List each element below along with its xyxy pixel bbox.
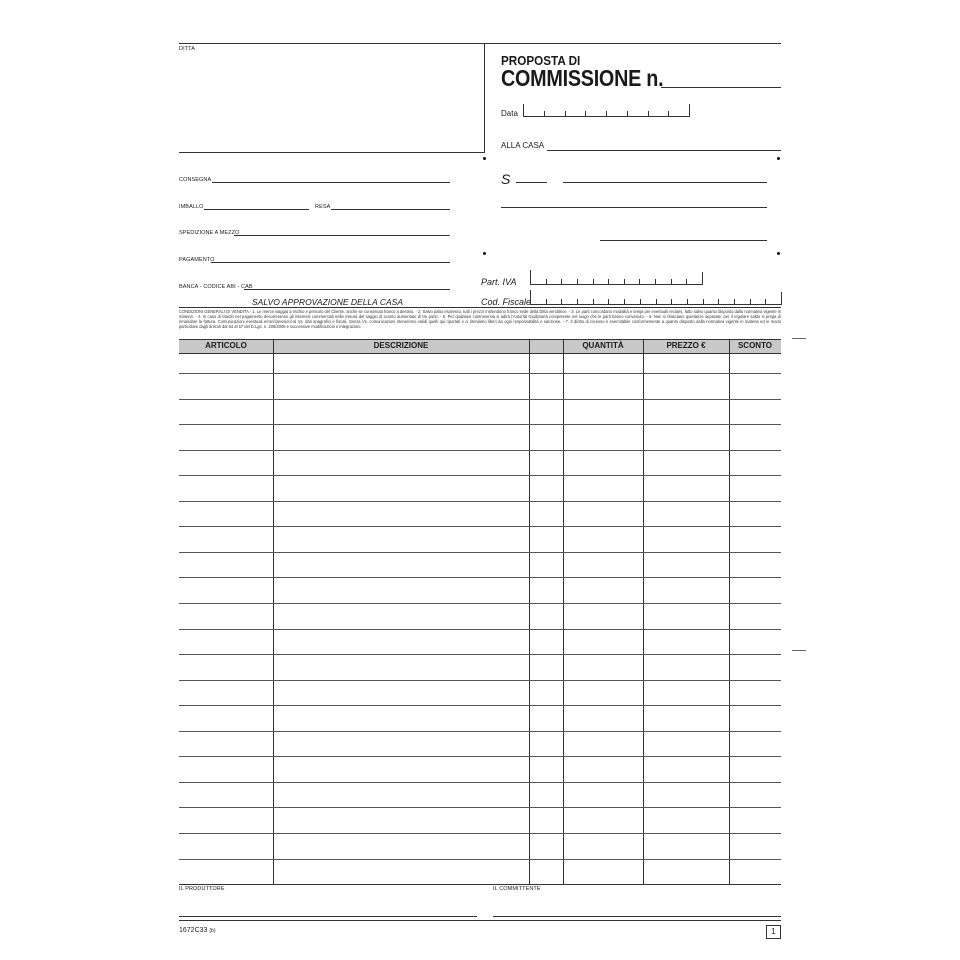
- col-articolo: ARTICOLO: [205, 341, 247, 350]
- corner-mark-icon: [483, 157, 486, 160]
- form-code-suffix: (b): [209, 928, 216, 934]
- table-row[interactable]: [179, 577, 781, 578]
- table-row[interactable]: [179, 501, 781, 502]
- table-row[interactable]: [179, 450, 781, 451]
- page-number: 1: [766, 925, 781, 939]
- footer-line: [179, 920, 781, 921]
- corner-mark-icon: [483, 252, 486, 255]
- codice-fiscale-field[interactable]: [530, 290, 782, 305]
- s-line-short[interactable]: [516, 182, 547, 183]
- address-line[interactable]: [501, 207, 767, 208]
- table-row[interactable]: [179, 654, 781, 655]
- produttore-signature-line[interactable]: [179, 916, 477, 917]
- pagamento-label: PAGAMENTO: [179, 257, 215, 263]
- city-line[interactable]: [600, 240, 767, 241]
- resa-label: RESA: [315, 204, 331, 210]
- table-row[interactable]: [179, 756, 781, 757]
- corner-mark-icon: [777, 252, 780, 255]
- s-line-long[interactable]: [563, 182, 767, 183]
- table-row[interactable]: [179, 731, 781, 732]
- table-row[interactable]: [179, 680, 781, 681]
- s-label: S: [501, 171, 511, 187]
- form-code: [179, 927, 216, 934]
- codice-fiscale-label: Cod. Fiscale: [481, 297, 532, 307]
- commissione-number-line: [661, 87, 781, 88]
- col-descrizione: DESCRIZIONE: [373, 341, 429, 350]
- table-row[interactable]: [179, 424, 781, 425]
- form-code-value: 1672C33: [179, 927, 208, 934]
- resa-line[interactable]: [331, 209, 450, 210]
- alla-casa-label: ALLA CASA: [501, 141, 545, 150]
- fold-mark: [792, 338, 806, 339]
- partita-iva-field[interactable]: [530, 270, 703, 285]
- sales-conditions-text: CONDIZIONI GENERALI DI VENDITA - 1. Le merce viaggia a rischio e pericolo del Cliente, anche se consenuta franco a destino. - 2. Salvo patto espresso, tutti i prezzi s'intendono franco sede della Ditta venditrice. - 3. Le parti concordano modalità e tempi per eventuali reclami, fatto salvo quanto disposto dalla normativa vigente in materia. - 4. In caso di ritardo nel pagamento decorreranno gli interessi commerciali nella misura del saggio di sconto aumentato di tre punti. - 5. Per qualsiasi controversia si adirà l'Autorità Giudiziaria competente nel luogo che le parti hanno convenuto. - 6. Non si rilasciano quietanze separate; per il regolare saldo si prega di rimandare la fattura. Comunicazioni eventuali errori/omissioni al Vs. dati anagrafici e fiscali. Senza Vs. comunicazioni riteneremo validi quelli qui riportati e ci riteniamo liberi da ogni responsabilità e sanzione. - 7. Il diritto di recesso è esercitabile conformemente a quanto disposto dalla normativa vigente in materia ed in modo particolare dagli articoli dal 64 al 67 del D.Lgs. n. 206/2005 e successive modificazioni e integrazioni.: [179, 309, 781, 330]
- date-label: Data: [501, 109, 518, 118]
- table-row[interactable]: [179, 807, 781, 808]
- table-row[interactable]: [179, 373, 781, 374]
- table-row[interactable]: [179, 833, 781, 834]
- imballo-line[interactable]: [204, 209, 309, 210]
- fold-mark: [792, 650, 806, 651]
- col-quantita: QUANTITÀ: [582, 341, 624, 350]
- table-bottom-line: [179, 884, 781, 885]
- spedizione-line[interactable]: [234, 235, 450, 236]
- table-row[interactable]: [179, 526, 781, 527]
- banca-line[interactable]: [244, 289, 450, 290]
- table-row[interactable]: [179, 475, 781, 476]
- table-row[interactable]: [179, 603, 781, 604]
- date-field[interactable]: [523, 104, 690, 117]
- table-row[interactable]: [179, 782, 781, 783]
- consegna-label: CONSEGNA: [179, 177, 212, 183]
- col-sconto: SCONTO: [737, 341, 773, 350]
- committente-signature-line[interactable]: [493, 916, 781, 917]
- top-border: [179, 43, 781, 44]
- table-row[interactable]: [179, 552, 781, 553]
- imballo-label: IMBALLO: [179, 204, 204, 210]
- col-divider: [563, 339, 564, 884]
- banca-label: BANCA - CODICE ABI - CAB: [179, 284, 253, 290]
- partita-iva-label: Part. IVA: [481, 277, 517, 287]
- produttore-label: IL PRODUTTORE: [179, 886, 225, 892]
- ditta-label: DITTA: [179, 46, 195, 52]
- spedizione-label: SPEDIZIONE A MEZZO: [179, 230, 240, 236]
- alla-casa-line[interactable]: [547, 150, 781, 151]
- pagamento-line[interactable]: [211, 262, 450, 263]
- consegna-line[interactable]: [212, 182, 450, 183]
- col-divider: [729, 339, 730, 884]
- header-divider: [484, 43, 485, 153]
- col-divider: [529, 339, 530, 884]
- col-divider: [643, 339, 644, 884]
- table-row[interactable]: [179, 705, 781, 706]
- col-prezzo: PREZZO €: [666, 341, 706, 350]
- form-title-line2: COMMISSIONE n.: [501, 65, 664, 91]
- ditta-bottom-line: [179, 152, 484, 153]
- table-row[interactable]: [179, 399, 781, 400]
- salvo-approvazione: SALVO APPROVAZIONE DELLA CASA: [252, 297, 404, 307]
- table-row[interactable]: [179, 859, 781, 860]
- table-row[interactable]: [179, 629, 781, 630]
- corner-mark-icon: [777, 157, 780, 160]
- col-divider: [273, 339, 274, 884]
- conditions-top-line: [179, 307, 781, 308]
- form-title-line1: PROPOSTA DI: [501, 53, 581, 68]
- committente-label: IL COMMITTENTE: [493, 886, 541, 892]
- table-header: [179, 339, 781, 354]
